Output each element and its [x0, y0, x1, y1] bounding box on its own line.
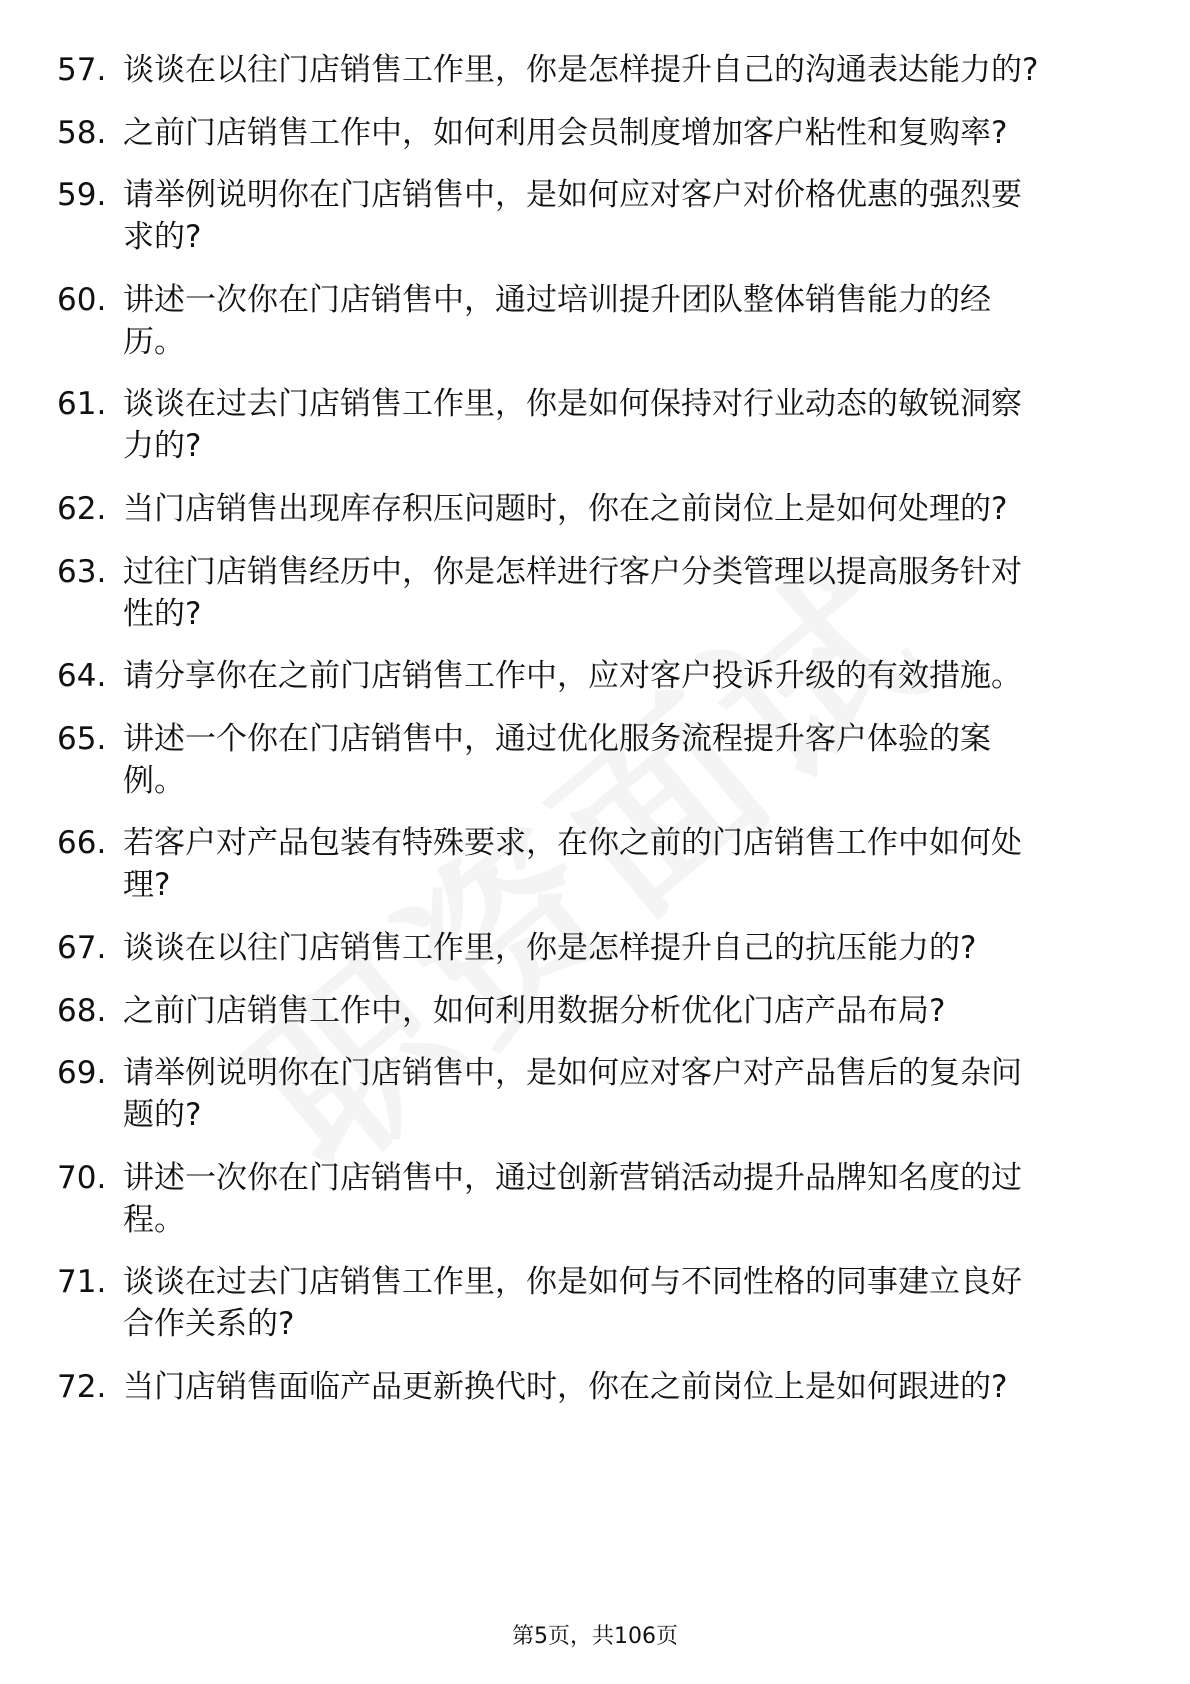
question-text: 谈谈在过去门店销售工作里，你是如何保持对行业动态的敏锐洞察力的?: [123, 386, 1022, 465]
question-item: [57, 990, 1117, 1032]
question-item: [57, 174, 1117, 258]
question-number: 59.: [57, 177, 107, 214]
question-item: [57, 822, 1117, 906]
question-number: 60.: [57, 281, 107, 318]
question-text: 请分享你在之前门店销售工作中，应对客户投诉升级的有效措施。: [123, 658, 1022, 695]
question-list: [57, 49, 1117, 1429]
question-text: 讲述一次你在门店销售中，通过创新营销活动提升品牌知名度的过程。: [123, 1159, 1022, 1238]
question-number: 62.: [57, 490, 107, 527]
question-item: [57, 1366, 1117, 1408]
question-item: [57, 551, 1117, 635]
question-number: 66.: [57, 825, 107, 862]
question-text: 谈谈在过去门店销售工作里，你是如何与不同性格的同事建立良好合作关系的?: [123, 1264, 1022, 1343]
question-item: [57, 655, 1117, 697]
question-text: 之前门店销售工作中，如何利用会员制度增加客户粘性和复购率?: [123, 114, 1008, 151]
question-item: [57, 927, 1117, 969]
question-item: [57, 1157, 1117, 1241]
question-number: 70.: [57, 1159, 107, 1196]
question-text: 谈谈在以往门店销售工作里，你是怎样提升自己的抗压能力的?: [123, 929, 977, 966]
question-number: 58.: [57, 114, 107, 151]
question-number: 63.: [57, 553, 107, 590]
question-text: 讲述一次你在门店销售中，通过培训提升团队整体销售能力的经历。: [123, 281, 991, 360]
question-item: [57, 718, 1117, 802]
question-number: 57.: [57, 52, 107, 88]
question-text: 讲述一个你在门店销售中，通过优化服务流程提升客户体验的案例。: [123, 720, 991, 799]
question-number: 61.: [57, 386, 107, 423]
question-number: 72.: [57, 1368, 107, 1405]
question-text: 当门店销售面临产品更新换代时，你在之前岗位上是如何跟进的?: [123, 1368, 1008, 1405]
question-item: [57, 488, 1117, 530]
question-number: 67.: [57, 929, 107, 966]
question-text: 若客户对产品包装有特殊要求，在你之前的门店销售工作中如何处理?: [123, 825, 1022, 904]
question-item: [57, 1261, 1117, 1345]
question-text: 当门店销售出现库存积压问题时，你在之前岗位上是如何处理的?: [123, 490, 1008, 527]
question-item: [57, 279, 1117, 363]
question-text: 请举例说明你在门店销售中，是如何应对客户对产品售后的复杂问题的?: [123, 1055, 1022, 1134]
question-item: [57, 1052, 1117, 1136]
question-number: 64.: [57, 658, 107, 695]
question-number: 65.: [57, 720, 107, 757]
question-text: 谈谈在以往门店销售工作里，你是怎样提升自己的沟通表达能力的?: [123, 52, 1039, 88]
question-item: [57, 383, 1117, 467]
question-text: 过往门店销售经历中，你是怎样进行客户分类管理以提高服务针对性的?: [123, 553, 1022, 632]
question-text: 之前门店销售工作中，如何利用数据分析优化门店产品布局?: [123, 992, 946, 1029]
question-number: 68.: [57, 992, 107, 1029]
question-item: [57, 49, 1117, 91]
question-number: 71.: [57, 1264, 107, 1301]
question-number: 69.: [57, 1055, 107, 1092]
question-item: [57, 112, 1117, 154]
question-text: 请举例说明你在门店销售中，是如何应对客户对价格优惠的强烈要求的?: [123, 177, 1022, 256]
page-number: 第5页，共106页: [512, 1624, 678, 1649]
